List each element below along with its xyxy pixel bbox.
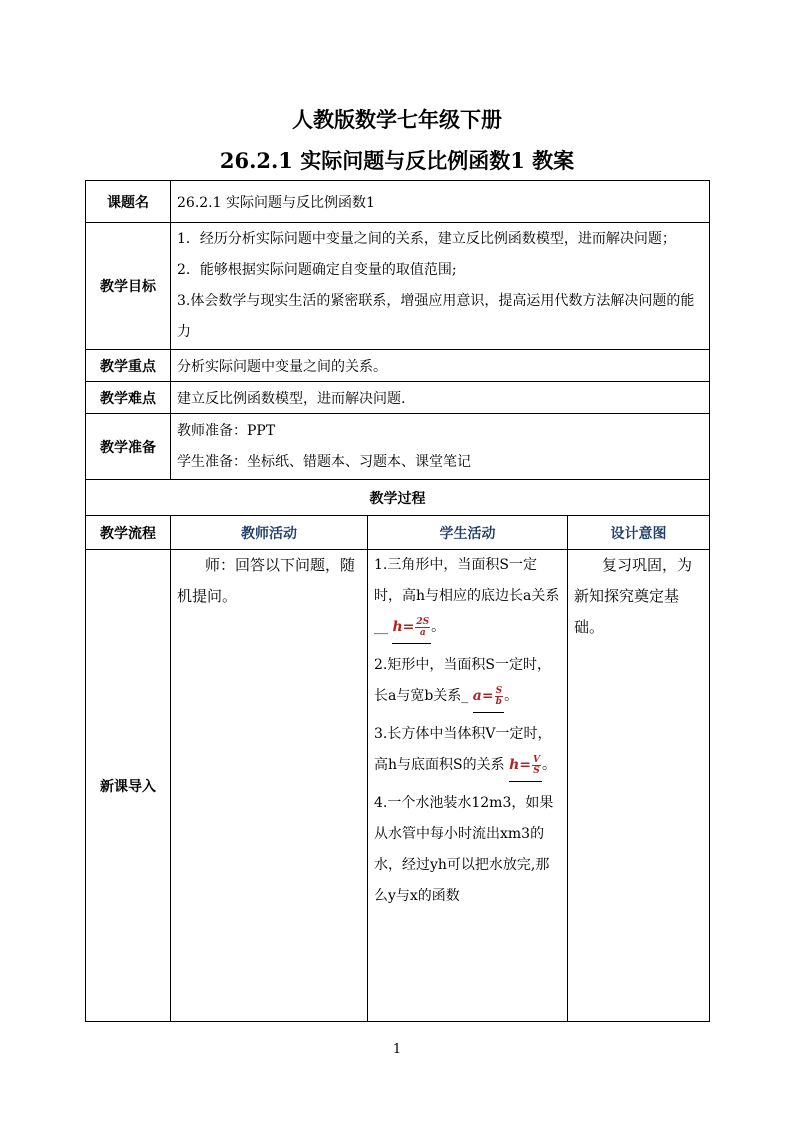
prep-label: 教学准备 [86, 414, 171, 480]
goals-label: 教学目标 [86, 223, 171, 350]
answer-1: h= $\frac{2S}{a}$ [392, 612, 431, 644]
difficulty-row [86, 382, 710, 414]
prep-value [171, 414, 710, 480]
prep-row [86, 414, 710, 480]
process-heading: 教学过程 [86, 480, 710, 516]
answer-3: h= $\frac{V}{S}$ [509, 750, 542, 782]
goal-item: 1．经历分析实际问题中变量之间的关系，建立反比例函数模型，进而解决问题； [177, 231, 676, 247]
teacher-activity-cell [171, 550, 368, 1022]
design-intent-cell [568, 550, 710, 1022]
goals-row [86, 223, 710, 350]
question-4: 4.一个水池装水12m3，如果从水管中每小时流出xm3的水，经过yh可以把水放完,那么y与x的函数 [374, 795, 554, 904]
lesson-plan-table [85, 180, 710, 1022]
focus-value: 分析实际问题中变量之间的关系。 [171, 350, 710, 382]
intro-stage-row [86, 550, 710, 1022]
difficulty-value: 建立反比例函数模型，进而解决问题. [171, 382, 710, 414]
process-column-headers [86, 516, 710, 550]
question-2: 2.矩形中，当面积S一定时，长a与宽b关系_ a= $\frac{S}{b}$ 。 [374, 650, 561, 713]
design-intent: 复习巩固，为新知探究奠定基础。 [574, 556, 693, 636]
question-1: 1.三角形中，当面积S一定时，高h与相应的底边长a关系__ h= $\frac{2S}{a}$ 。 [374, 550, 561, 644]
stage-label: 新课导入 [86, 550, 171, 1022]
goal-item: 3.体会数学与现实生活的紧密联系，增强应用意识，提高运用代数方法解决问题的能力 [177, 293, 695, 340]
teacher-prep: 教师准备：PPT [177, 422, 276, 439]
question-3: 3.长方体中当体积V一定时，高h与底面积S的关系 h= $\frac{V}{S}$ 。 [374, 719, 561, 782]
page-number: 1 [392, 1042, 402, 1057]
col-header-intent: 设计意图 [568, 516, 710, 550]
process-heading-row [86, 480, 710, 516]
col-header-teacher: 教师活动 [171, 516, 368, 550]
teacher-activity: 师：回答以下问题，随机提问。 [177, 556, 356, 605]
document-title: 人教版数学七年级下册 [292, 107, 502, 132]
lesson-title: 26.2.1 实际问题与反比例函数1 教案 [219, 148, 575, 173]
topic-label: 课题名 [86, 181, 171, 223]
focus-label: 教学重点 [86, 350, 171, 382]
goals-list [171, 223, 710, 350]
topic-row [86, 181, 710, 223]
difficulty-label: 教学难点 [86, 382, 171, 414]
focus-row [86, 350, 710, 382]
col-header-student: 学生活动 [368, 516, 568, 550]
student-prep: 学生准备：坐标纸、错题本、习题本、课堂笔记 [177, 453, 471, 470]
col-header-stage: 教学流程 [86, 516, 171, 550]
student-activity-cell [368, 550, 568, 1022]
topic-value: 26.2.1 实际问题与反比例函数1 [171, 181, 710, 223]
goal-item: 2．能够根据实际问题确定自变量的取值范围; [177, 262, 457, 278]
answer-2: a= $\frac{S}{b}$ [473, 681, 504, 713]
